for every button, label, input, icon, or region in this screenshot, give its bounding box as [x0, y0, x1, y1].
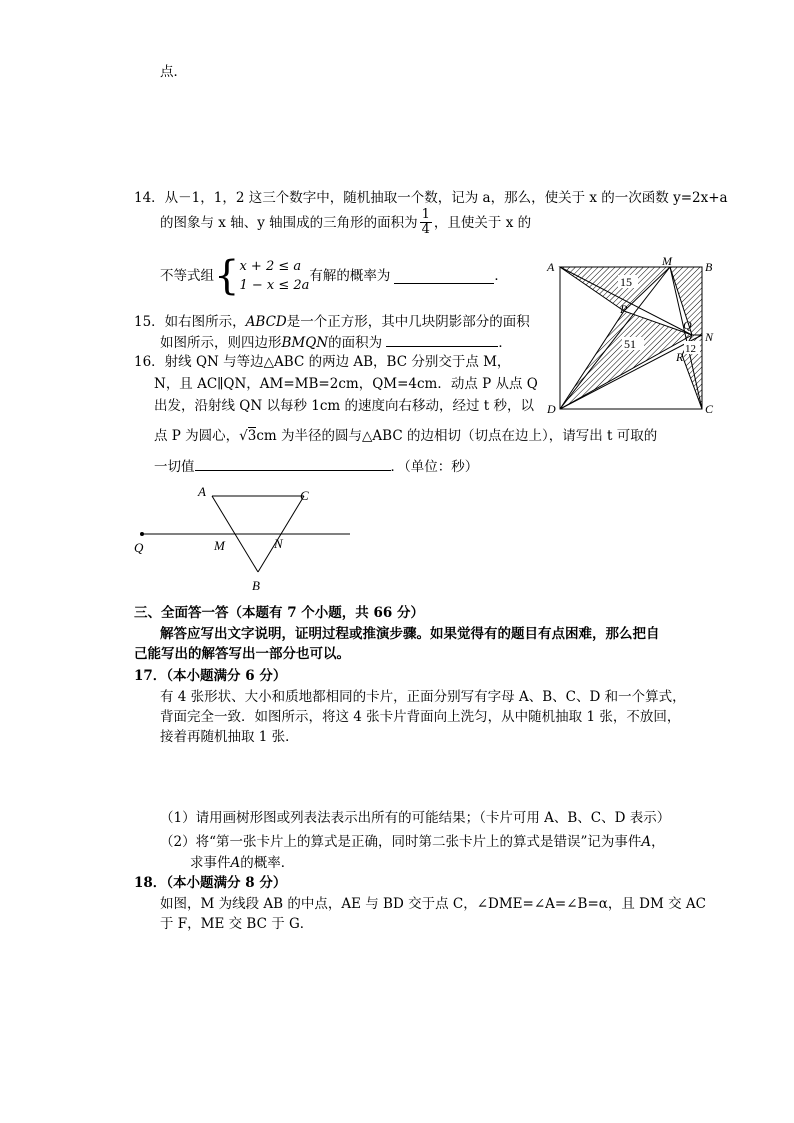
q17-sub1: （1）请用画树形图或列表法表示出所有的可能结果；（卡片可用 A、B、C、D 表示） — [160, 810, 671, 826]
q17-event-var2: A — [230, 855, 241, 871]
q15-quad-name: BMQN — [281, 335, 329, 351]
label-D: D — [547, 402, 556, 416]
q16-answer-blank[interactable] — [195, 456, 391, 471]
q14-ineq1: x + 2 ≤ a — [239, 259, 302, 274]
q17-sub2-post: ， — [651, 834, 665, 850]
area-label-15: 15 — [620, 275, 632, 289]
section3-instruction: 解答应写出文字说明，证明过程或推演步骤。如果觉得有的题目有点困难，那么把自 — [160, 626, 660, 642]
q16-line1: 16．射线 QN 与等边△ABC 的两边 AB，BC 分别交于点 M， — [134, 354, 511, 370]
label-A: A — [198, 484, 206, 499]
q16-line5-pre: 一切值 — [154, 459, 195, 475]
q15-line2-post: 的面积为 — [328, 335, 383, 351]
label-M: M — [662, 255, 672, 268]
q15-line2 — [160, 332, 512, 353]
label-P: P — [620, 302, 628, 316]
label-B: B — [252, 578, 260, 593]
label-N: N — [274, 536, 283, 551]
q16-line5-post: ．（单位：秒） — [390, 459, 479, 475]
q15-line1 — [134, 312, 530, 332]
q14-line3 — [160, 253, 508, 299]
label-M: M — [214, 538, 225, 553]
q17-title: 17．（本小题满分 6 分） — [134, 668, 287, 684]
q16-sqrt-value: 3 — [247, 428, 257, 444]
q16-triangle-figure — [128, 484, 354, 594]
sqrt-icon: √ — [239, 428, 248, 444]
area-label-51: 51 — [624, 337, 636, 351]
q15-line1-pre: 15．如右图所示， — [134, 314, 246, 330]
label-C: C — [300, 488, 309, 503]
label-Q: Q — [134, 540, 144, 555]
q18-line2: 于 F，ME 交 BC 于 G． — [160, 916, 314, 932]
q14-fraction — [420, 208, 432, 237]
q17-sub3-post: 的概率． — [240, 855, 295, 871]
section3-instruction2: 己能写出的解答写出一部分也可以。 — [134, 646, 350, 662]
q17-sub2-pre: （2）将“第一张卡片上的算式是正确，同时第二张卡片上的算式是错误”记为事件 — [160, 834, 642, 850]
q17-sub3-pre: 求事件 — [190, 855, 231, 871]
q16-line3: 出发，沿射线 QN 以每秒 1cm 的速度向右移动，经过 t 秒，以 — [154, 398, 535, 414]
q15-line2-pre: 如图所示，则四边形 — [160, 335, 282, 351]
q14-line2-pre: 的图象与 x 轴、y 轴围成的三角形的面积为 — [160, 214, 418, 231]
top-fragment: 点． — [160, 64, 187, 80]
shaded-region-51 — [560, 311, 692, 409]
q14-line2-post: ，且使关于 x 的 — [433, 214, 532, 231]
label-B: B — [705, 260, 713, 274]
label-R: R — [676, 350, 684, 364]
q15-square-name: ABCD — [245, 314, 287, 330]
q14-frac-num: 1 — [421, 207, 430, 222]
label-Q: Q — [683, 318, 692, 332]
label-A: A — [547, 260, 555, 274]
brace-icon: { — [214, 253, 240, 299]
q18-line1: 如图，M 为线段 AB 的中点，AE 与 BD 交于点 C，∠DME=∠A=∠B=α，且 DM 交 AC — [160, 896, 706, 912]
q14-end: ． — [494, 268, 508, 284]
q18-title: 18．（本小题满分 8 分） — [134, 875, 287, 891]
q17-line2: 背面完全一致．如图所示，将这 4 张卡片背面向上洗匀，从中随机抽取 1 张，不放回， — [160, 709, 681, 725]
q14-line1: 14．从－1，1，2 这三个数字中，随机抽取一个数，记为 a，那么，使关于 x 的一次函数 y=2x+a — [134, 190, 728, 206]
q16-line2: N，且 AC∥QN，AM=MB=2cm，QM=4cm．动点 P 从点 Q — [154, 376, 538, 392]
q14-line2 — [160, 208, 531, 237]
q16-line4-post: cm 为半径的圆与△ABC 的边相切（切点在边上），请写出 t 可取的 — [256, 428, 658, 444]
area-label-12: 12 — [685, 343, 696, 355]
q14-inequality-system — [239, 257, 309, 295]
section3-heading: 三、全面答一答（本题有 7 个小题，共 66 分） — [134, 605, 424, 621]
q15-answer-blank[interactable] — [386, 332, 498, 347]
q17-line1: 有 4 张形状、大小和质地都相同的卡片，正面分别写有字母 A、B、C、D 和一个算式， — [160, 689, 686, 705]
label-N: N — [705, 330, 714, 344]
q17-event-var: A — [641, 834, 652, 850]
q17-sub2 — [160, 832, 665, 852]
q14-line3-post: 有解的概率为 — [309, 268, 391, 284]
q16-line4-pre: 点 P 为圆心， — [154, 428, 240, 444]
q14-frac-den: 4 — [421, 222, 430, 237]
q17-line3: 接着再随机抽取 1 张． — [160, 729, 299, 745]
q14-answer-blank[interactable] — [394, 269, 494, 284]
q15-square-figure — [542, 255, 722, 417]
q15-line1-post: 是一个正方形，其中几块阴影部分的面积 — [286, 314, 530, 330]
q14-ineq2: 1 − x ≤ 2a — [239, 278, 310, 293]
q15-end: ． — [498, 335, 512, 351]
q17-sub3 — [190, 853, 294, 873]
q16-line4 — [154, 426, 657, 446]
point-q — [140, 532, 144, 536]
q16-line5 — [154, 456, 478, 477]
label-C: C — [705, 402, 714, 416]
q14-line3-pre: 不等式组 — [160, 268, 214, 284]
